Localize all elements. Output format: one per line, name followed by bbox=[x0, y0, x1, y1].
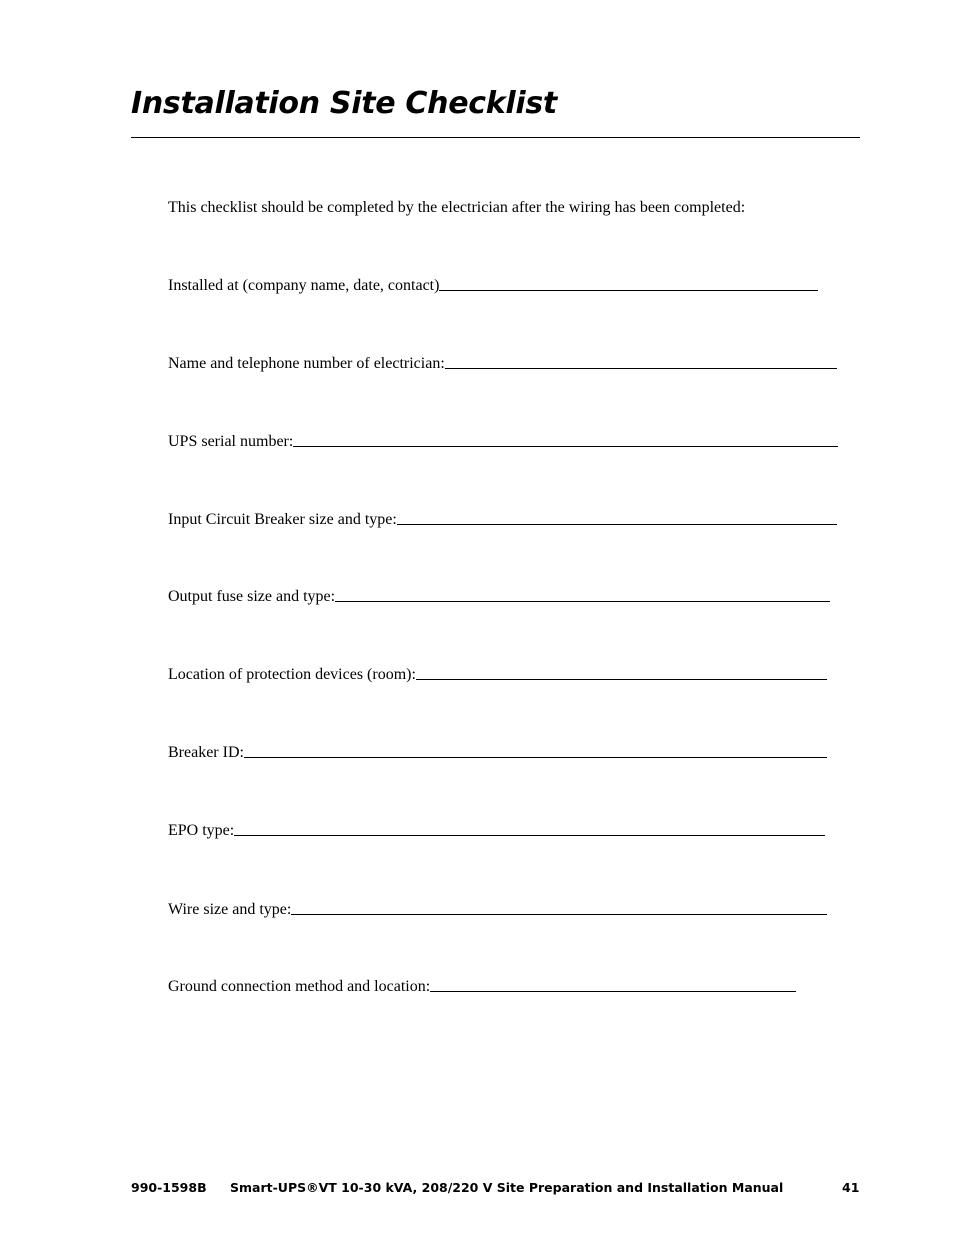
field-ups-serial bbox=[168, 431, 838, 453]
footer-doc-number: 990-1598B bbox=[131, 1180, 207, 1195]
footer-page-number: 41 bbox=[842, 1180, 860, 1195]
page-title: Installation Site Checklist bbox=[131, 86, 557, 121]
intro-text: This checklist should be completed by the electrician after the wiring has been completed: bbox=[168, 199, 746, 216]
field-label: Name and telephone number of electrician: bbox=[168, 355, 445, 372]
field-fill-line[interactable] bbox=[335, 601, 830, 602]
field-electrician bbox=[168, 353, 837, 375]
field-fill-line[interactable] bbox=[416, 679, 827, 680]
field-fill-line[interactable] bbox=[244, 757, 827, 758]
field-label: UPS serial number: bbox=[168, 433, 294, 450]
field-label: Ground connection method and location: bbox=[168, 978, 431, 995]
field-fill-line[interactable] bbox=[293, 446, 838, 447]
field-label: Output fuse size and type: bbox=[168, 588, 336, 605]
field-ground-connection bbox=[168, 976, 796, 998]
field-epo-type bbox=[168, 820, 825, 842]
field-fill-line[interactable] bbox=[291, 914, 827, 915]
field-label: Breaker ID: bbox=[168, 744, 244, 761]
field-label: Installed at (company name, date, contact) bbox=[168, 277, 440, 294]
field-input-breaker bbox=[168, 509, 837, 531]
field-label: Wire size and type: bbox=[168, 901, 292, 918]
field-output-fuse bbox=[168, 586, 830, 608]
field-fill-line[interactable] bbox=[397, 524, 837, 525]
field-fill-line[interactable] bbox=[234, 835, 825, 836]
field-wire-size bbox=[168, 899, 827, 921]
title-divider bbox=[131, 137, 860, 138]
field-fill-line[interactable] bbox=[439, 290, 818, 291]
field-breaker-id bbox=[168, 742, 827, 764]
field-protection-location bbox=[168, 664, 827, 686]
field-label: Input Circuit Breaker size and type: bbox=[168, 511, 397, 528]
field-label: Location of protection devices (room): bbox=[168, 666, 416, 683]
field-fill-line[interactable] bbox=[445, 368, 837, 369]
field-fill-line[interactable] bbox=[430, 991, 796, 992]
field-label: EPO type: bbox=[168, 822, 235, 839]
field-installed-at bbox=[168, 275, 818, 297]
footer-manual-title: Smart-UPS®VT 10-30 kVA, 208/220 V Site Preparation and Installation Manual bbox=[230, 1180, 784, 1195]
